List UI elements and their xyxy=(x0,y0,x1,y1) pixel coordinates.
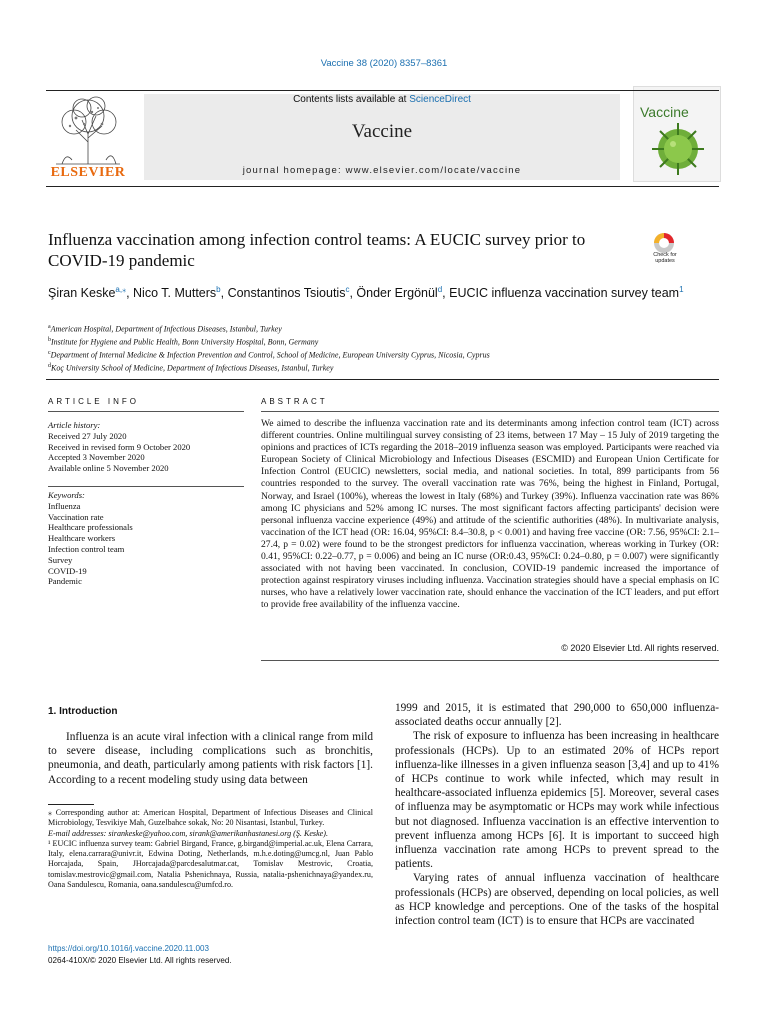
article-title: Influenza vaccination among infection control teams: A EUCIC survey prior to COVID-19 pandemic xyxy=(48,230,586,270)
doi-link[interactable]: https://doi.org/10.1016/j.vaccine.2020.11.003 xyxy=(48,944,209,953)
affiliation-text: American Hospital, Department of Infectious Diseases, Istanbul, Turkey xyxy=(50,324,282,334)
intro-paragraph-2: The risk of exposure to influenza has been increasing in healthcare professionals (HCPs). Up to an estimated 20% of HCPs report influenza-like illnesses in a given influenza season [3,4] and up to 41% of HCPs continue to work while infected, which may result in healthcare-associated influenza epidemics [5]. Moreover, several cases of influenza may be asymptomatic or HCPs may work while infectious but not diagnosed. Influenza vaccination is an effective intervention to prevent influenza among HCPs [6]. It is important to succeed high influenza vaccination rate among HCPs to prevent spread to the patients. xyxy=(395,730,719,871)
journal-homepage[interactable]: journal homepage: www.elsevier.com/locate/vaccine xyxy=(242,165,522,176)
author-separator: , xyxy=(442,286,450,301)
issn-copyright: 0264-410X/© 2020 Elsevier Ltd. All rights reserved. xyxy=(48,956,232,965)
abstract-copyright: © 2020 Elsevier Ltd. All rights reserved. xyxy=(561,643,719,653)
abstract-text: We aimed to describe the influenza vaccination rate and its determinants among infection control team (ICT) across different countries. Online multilingual survey consisting of 23 items, between 17 May – 15 July of 2019 targeting the opinions and practices of ICTs regarding the 2018–2019 influenza season was employed. Participants were reached via European Society of Clinical Microbiology and Infectious Diseases (ESCMID) and European Union Certificate for Infection Control (EUCIC) newsletters, social media, and national societies. In total, 899 participants from 56 countries responded to the survey. The overall vaccination rate was 76%, being the highest in Finland, Portugal, Norway, and Israel (100%), whereas the lowest in Italy (68%) and Turkey (39%). Influenza vaccination rate was 86% among IC physicians and 52% among IC nurses. The most significant factors affecting participants' decision were personal influenza vaccine experience (49%) and attitude of the scientific authorities (48%). In multivariate analysis, vaccination of the ICT head (OR: 16.04, 95%CI: 8.4–30.8, p < 0.001) and having free vaccine (OR: 7.56, 95%CI: 2.1–27.4, p = 0.02) were found to be the strongest predictors for influenza vaccination, whereas working in Turkey (OR: 0.41, 95%CI: 0.22–0.77, p = 0.006) and being an IC nurse (OR:0.43, 95%CI: 0.24–0.80, p = 0.007) were significantly associated with not having been vaccinated. In conclusion, COVID-19 pandemic increased the importance of protection against respiratory viruses including influenza. Vaccination strategies should have a special emphasis on IC nurses, who have a relatively lower vaccination rate, should enhance the vaccination of the ICT leaders, and put effort to provide free availability of the influenza vaccine. xyxy=(261,418,719,611)
author-separator: , xyxy=(220,286,228,301)
affiliation-marker: a xyxy=(48,324,51,330)
history-item: Received in revised form 9 October 2020 xyxy=(48,441,191,452)
keywords-divider xyxy=(48,486,244,487)
keyword-item: COVID-19 xyxy=(48,565,87,576)
keyword-item: Influenza xyxy=(48,500,81,511)
article-info-divider xyxy=(48,411,244,412)
email-note[interactable]: E-mail addresses: sirankeske@yahoo.com, sirank@amerikanhastanesi.org (Ş. Keske). xyxy=(48,828,328,838)
keyword-item: Healthcare professionals xyxy=(48,522,133,533)
abstract-bottom-rule xyxy=(261,660,719,661)
cover-title: Vaccine xyxy=(640,104,689,120)
article-history xyxy=(48,420,244,474)
right-column xyxy=(395,701,719,928)
footnotes xyxy=(48,808,373,890)
survey-team-note: ¹ EUCIC influenza survey team: Gabriel Birgand, France, g.birgand@imperial.ac.uk, Elena Carrara, Italy, elena.carrara@univr.it, Edwina Doting, Netherlands, m.h.e.doting@umcg.nl, Juan Pablo Horcajada, Spain, JHorcajada@parcdesalutmar.cat, Tomislav Mestrovic, Croatia, tomislav.mestrovic@gmail.com, Natalia Pshenichnaya, Russia, natalia-pshenichnaya@yandex.ru, Oana Sandulescu, Romania, oana.sandulescu@umfcd.ro. xyxy=(48,838,373,890)
introduction-heading: 1. Introduction xyxy=(48,706,118,717)
keyword-list xyxy=(48,501,244,587)
sciencedirect-link[interactable]: ScienceDirect xyxy=(409,94,471,105)
author-affiliation-marker[interactable]: d xyxy=(437,285,443,294)
keyword-item: Healthcare workers xyxy=(48,533,116,544)
journal-name: Vaccine xyxy=(351,121,413,142)
author-name[interactable]: EUCIC influenza vaccination survey team xyxy=(449,286,680,301)
author-affiliation-marker[interactable]: a,⁎ xyxy=(115,285,127,294)
affiliation-marker: c xyxy=(48,350,51,357)
journal-reference[interactable]: Vaccine 38 (2020) 8357–8361 xyxy=(320,58,448,69)
history-list xyxy=(48,431,244,474)
article-info-top-rule xyxy=(46,379,719,380)
intro-paragraph-1: Influenza is an acute viral infection with a clinical range from mild to severe disease, including complications such as bronchitis, pneumonia, and death, particularly among patients with risk factors [1]. According to a recent modeling study using data between xyxy=(48,731,373,786)
affiliation-item xyxy=(48,322,708,335)
affiliation-marker: b xyxy=(48,337,51,344)
contents-prefix: Contents lists available at xyxy=(293,94,410,105)
corresponding-author-note: ⁎ Corresponding author at: American Hospital, Department of Infectious Diseases and Clinical Microbiology, Tesvikiye Mah, Guzelbahce sokak, No: 20 Nisantasi, Istanbul, Turkey. xyxy=(48,808,373,828)
author-separator: , xyxy=(349,286,357,301)
author-list xyxy=(48,281,708,302)
footnote-rule xyxy=(48,804,94,805)
keywords-label: Keywords: xyxy=(48,490,85,500)
author-affiliation-marker[interactable]: b xyxy=(216,285,221,294)
publisher-logo-text: ELSEVIER xyxy=(50,165,126,180)
history-item: Accepted 3 November 2020 xyxy=(48,452,145,463)
affiliation-item xyxy=(48,348,708,361)
affiliation-marker: d xyxy=(48,363,51,370)
affiliation-item xyxy=(48,361,708,374)
left-column xyxy=(48,730,373,787)
affiliation-list xyxy=(48,322,708,375)
abstract-divider xyxy=(261,411,719,412)
keywords xyxy=(48,490,244,587)
author-name[interactable]: Nico T. Mutters xyxy=(133,286,217,301)
author-name[interactable]: Şiran Keske xyxy=(48,286,116,301)
header-bottom-rule xyxy=(46,186,719,187)
intro-paragraph-3: Varying rates of annual influenza vaccination of healthcare professionals (HCPs) are observed, depending on local policies, as well as HCP knowledge and perceptions. One of the tasks of the hospital infection control team (ICT) is to ensure that HCPs are vaccinated xyxy=(395,872,719,928)
keyword-item: Vaccination rate xyxy=(48,511,104,522)
history-label: Article history: xyxy=(48,420,101,430)
author-affiliation-marker[interactable]: c xyxy=(345,285,350,294)
vaccine-cover-icon xyxy=(633,86,721,182)
author-name[interactable]: Constantinos Tsioutis xyxy=(227,286,346,301)
check-for-updates-label[interactable]: Check for updates xyxy=(653,252,677,264)
author-name[interactable]: Önder Ergönül xyxy=(356,286,438,301)
affiliation-text: Koç University School of Medicine, Department of Infectious Diseases, Istanbul, Turkey xyxy=(51,364,334,374)
abstract-heading: ABSTRACT xyxy=(261,397,328,406)
affiliation-text: Institute for Hygiene and Public Health, Bonn University Hospital, Bonn, Germany xyxy=(51,337,319,347)
affiliation-text: Department of Internal Medicine & Infection Prevention and Control, School of Medicine, European University Cyprus, Nicosia, Cyprus xyxy=(50,350,490,360)
author-separator: , xyxy=(126,286,134,301)
keyword-item: Infection control team xyxy=(48,543,125,554)
article-info-heading: ARTICLE INFO xyxy=(48,397,139,406)
header-top-rule xyxy=(46,90,719,91)
author-affiliation-marker[interactable]: 1 xyxy=(679,285,684,294)
history-item: Available online 5 November 2020 xyxy=(48,463,169,474)
keyword-item: Pandemic xyxy=(48,576,82,587)
keyword-item: Survey xyxy=(48,554,73,565)
affiliation-item xyxy=(48,335,708,348)
intro-paragraph-1-cont: 1999 and 2015, it is estimated that 290,000 to 650,000 influenza-associated deaths occur annually [2]. xyxy=(395,702,719,729)
contents-line xyxy=(144,94,620,105)
history-item: Received 27 July 2020 xyxy=(48,430,127,441)
